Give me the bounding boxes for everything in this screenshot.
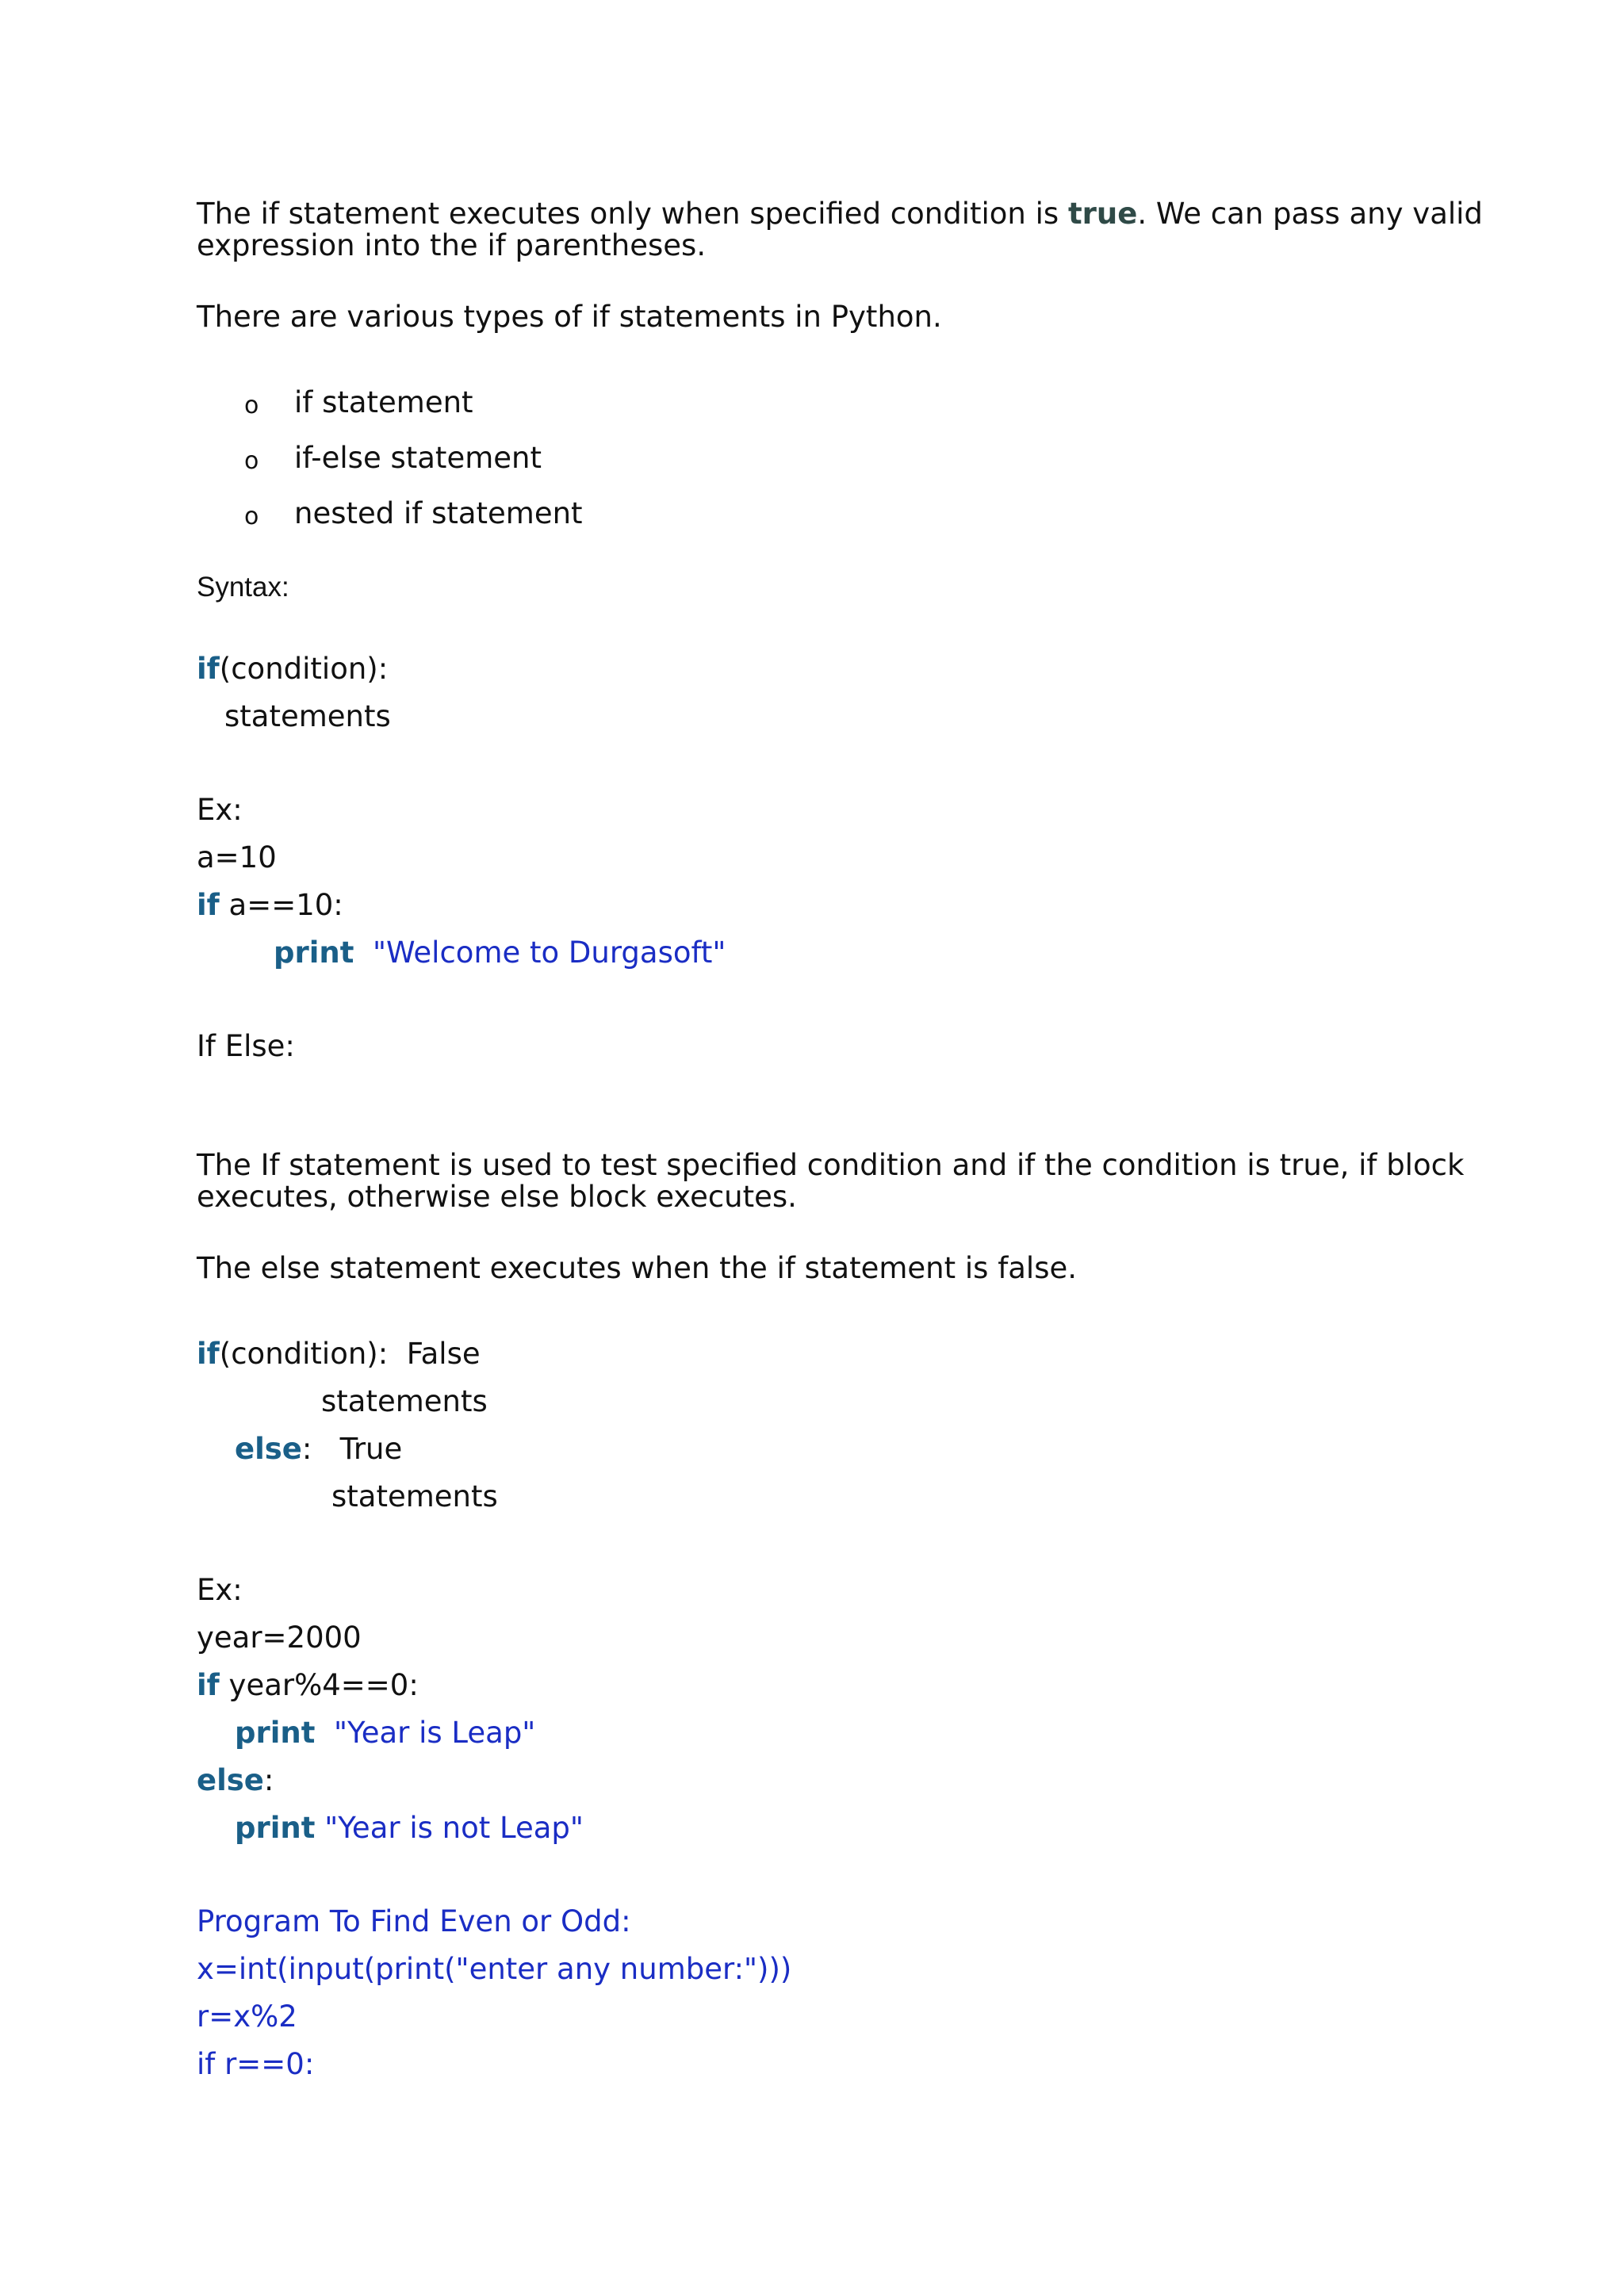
- syntax2-if-line: [197, 1337, 481, 1372]
- program-line-2: r=x%2: [197, 1999, 297, 2034]
- example2-if-line: [197, 1668, 419, 1703]
- list-item: if statement: [294, 385, 473, 419]
- program-line-1: x=int(input(print("enter any number:"))): [197, 1952, 792, 1986]
- print-keyword: print: [274, 936, 354, 970]
- syntax2-else-line: [235, 1432, 402, 1467]
- if-keyword: if: [197, 888, 220, 922]
- colon-text: :: [301, 1432, 312, 1466]
- if-else-heading: If Else:: [197, 1029, 295, 1063]
- false-note: False: [406, 1337, 481, 1371]
- example-assign: a=10: [197, 840, 277, 874]
- intro-text-after: . We can pass any valid: [1137, 197, 1483, 231]
- if-keyword: if: [197, 652, 220, 686]
- colon-text: :: [263, 1763, 274, 1797]
- example-label: Ex:: [197, 793, 243, 827]
- intro-true-keyword: true: [1067, 197, 1138, 231]
- syntax-heading: Syntax:: [197, 572, 289, 603]
- true-note: True: [339, 1432, 403, 1466]
- else-keyword: else: [197, 1763, 264, 1797]
- syntax-if-line: [197, 652, 388, 687]
- program-line-3: if r==0:: [197, 2047, 315, 2081]
- if-keyword: if: [197, 1337, 220, 1371]
- else-desc: The else statement executes when the if statement is false.: [197, 1251, 1077, 1285]
- intro-line-1: [197, 197, 1483, 232]
- intro-text: The if statement executes only when specified condition is: [197, 197, 1068, 231]
- list-bullet: o: [244, 447, 259, 475]
- else-keyword: else: [235, 1432, 302, 1466]
- condition-text: (condition):: [219, 1337, 389, 1371]
- example2-assign: year=2000: [197, 1621, 362, 1655]
- syntax2-body-1: statements: [321, 1384, 488, 1418]
- string-literal: "Year is Leap": [333, 1716, 536, 1750]
- if-keyword: if: [197, 1668, 220, 1702]
- if-else-desc-line-2: executes, otherwise else block executes.: [197, 1180, 797, 1214]
- example-if-line: [197, 888, 343, 923]
- print-keyword: print: [235, 1716, 316, 1750]
- list-item: nested if statement: [294, 496, 583, 530]
- intro-line-2: expression into the if parentheses.: [197, 228, 707, 262]
- list-item: if-else statement: [294, 441, 542, 475]
- string-literal: "Welcome to Durgasoft": [372, 936, 726, 970]
- example2-print-2: [235, 1811, 584, 1846]
- list-bullet: o: [244, 392, 259, 419]
- print-keyword: print: [235, 1811, 316, 1845]
- syntax2-body-2: statements: [331, 1479, 498, 1513]
- program-title: Program To Find Even or Odd:: [197, 1904, 631, 1938]
- example2-else-line: [197, 1763, 274, 1798]
- string-literal: "Year is not Leap": [324, 1811, 584, 1845]
- example-print-line: [274, 936, 726, 970]
- example2-print-1: [235, 1716, 535, 1751]
- condition-text: year%4==0:: [219, 1668, 419, 1702]
- list-bullet: o: [244, 503, 259, 530]
- syntax-body-line: statements: [224, 699, 391, 733]
- condition-text: (condition):: [219, 652, 389, 686]
- types-intro: There are various types of if statements in Python.: [197, 300, 942, 334]
- example2-label: Ex:: [197, 1573, 243, 1607]
- condition-text: a==10:: [219, 888, 343, 922]
- if-else-desc-line-1: The If statement is used to test specified condition and if the condition is true, if block: [197, 1148, 1465, 1182]
